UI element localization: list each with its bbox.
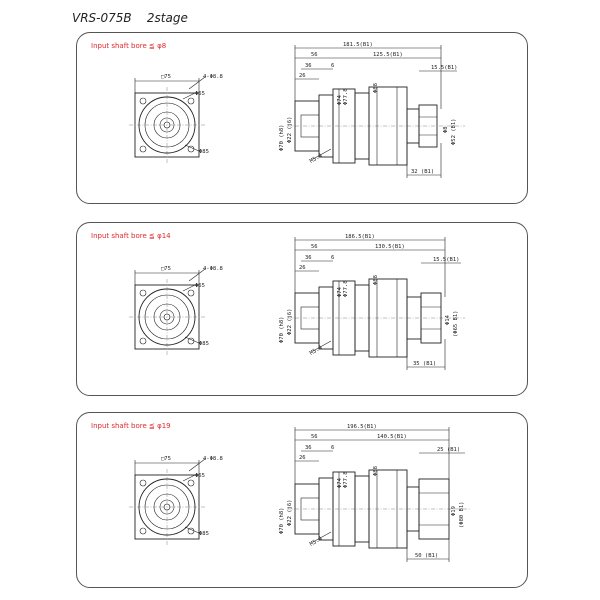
- dim-phi74: Φ74: [337, 478, 343, 488]
- dim-phi88: Φ88: [373, 466, 379, 476]
- dim-56: 56: [311, 244, 318, 250]
- front-d2-label: Φ85: [199, 341, 209, 347]
- front-square-label: □75: [161, 266, 171, 272]
- dim-56: 56: [311, 434, 318, 440]
- panel-bore-14: [76, 222, 528, 396]
- dim-phi70: Φ70 (h8): [279, 316, 285, 343]
- front-view: [129, 456, 223, 545]
- dim-overall: 181.5(B1): [343, 42, 373, 48]
- front-view: [129, 74, 223, 163]
- front-square-label: □75: [161, 456, 171, 462]
- dim-m5: M5.4: [309, 152, 324, 165]
- dim-56: 56: [311, 52, 318, 58]
- dim-15: 15.5(B1): [431, 65, 458, 71]
- dim-overall: 196.5(B1): [347, 424, 377, 430]
- dim-m5: M5.4: [309, 344, 324, 357]
- front-holes-label: 4-Φ8.8: [203, 266, 223, 272]
- side-view: [279, 424, 471, 562]
- dim-bottom: 32 (B1): [411, 169, 435, 175]
- dim-6: 6: [331, 63, 335, 69]
- dim-phi77: Φ77.8: [343, 280, 349, 297]
- dim-phi52: (Φ80 B1): [459, 501, 465, 528]
- dim-phi70: Φ70 (h8): [279, 124, 285, 151]
- dim-15: 25 (B1): [437, 447, 461, 453]
- dim-26: 26: [299, 73, 306, 79]
- dim-15: 15.5(B1): [433, 257, 460, 263]
- dim-overall: 186.5(B1): [345, 234, 375, 240]
- front-view: [129, 266, 223, 355]
- drawing-svg: [77, 33, 529, 205]
- dim-phi22: Φ22 (j6): [287, 499, 293, 526]
- dim-phi52: Φ52 (B1): [451, 118, 457, 145]
- side-view: [279, 234, 465, 370]
- dim-bottom: 50 (B1): [415, 553, 439, 559]
- dim-36: 36: [305, 445, 312, 451]
- dim-phi8: Φ8: [443, 126, 449, 133]
- dim-bottom: 35 (B1): [413, 361, 437, 367]
- dim-phi8: Φ19: [451, 506, 457, 516]
- panel-label: Input shaft bore ≦ φ19: [91, 422, 171, 430]
- dim-26: 26: [299, 455, 306, 461]
- drawing-svg: [77, 413, 529, 589]
- drawing-svg: [77, 223, 529, 397]
- panel-label: Input shaft bore ≦ φ8: [91, 42, 167, 50]
- front-holes-label: 4-Φ8.8: [203, 456, 223, 462]
- front-square-label: □75: [161, 74, 171, 80]
- dim-phi52: (Φ65 B1): [453, 310, 459, 337]
- dim-phi74: Φ74: [337, 287, 343, 297]
- panel-label: Input shaft bore ≦ φ14: [91, 232, 171, 240]
- dim-125: 130.5(B1): [375, 244, 405, 250]
- front-d2-label: Φ85: [199, 531, 209, 537]
- dim-phi74: Φ74: [337, 95, 343, 105]
- dim-6: 6: [331, 255, 335, 261]
- panel-bore-19: [76, 412, 528, 588]
- panel-bore-8: [76, 32, 528, 204]
- dim-phi88: Φ88: [373, 275, 379, 285]
- dim-6: 6: [331, 445, 335, 451]
- dim-phi8: Φ14: [445, 315, 451, 325]
- page-title: VRS-075B 2stage: [72, 11, 188, 25]
- dim-phi77: Φ77.8: [343, 471, 349, 488]
- dim-26: 26: [299, 265, 306, 271]
- dim-36: 36: [305, 63, 312, 69]
- dim-125: 140.5(B1): [377, 434, 407, 440]
- front-holes-label: 4-Φ8.8: [203, 74, 223, 80]
- dim-phi70: Φ70 (h8): [279, 507, 285, 534]
- dim-125: 125.5(B1): [373, 52, 403, 58]
- side-view: [279, 42, 465, 178]
- dim-phi77: Φ77.8: [343, 88, 349, 105]
- front-d2-label: Φ85: [199, 149, 209, 155]
- dim-m5: M5.4: [309, 535, 324, 548]
- front-d1-label: Φ65: [195, 91, 205, 97]
- dim-phi22: Φ22 (j6): [287, 308, 293, 335]
- dim-36: 36: [305, 255, 312, 261]
- front-d1-label: Φ65: [195, 473, 205, 479]
- dim-phi88: Φ88: [373, 83, 379, 93]
- dim-phi22: Φ22 (j6): [287, 116, 293, 143]
- front-d1-label: Φ65: [195, 283, 205, 289]
